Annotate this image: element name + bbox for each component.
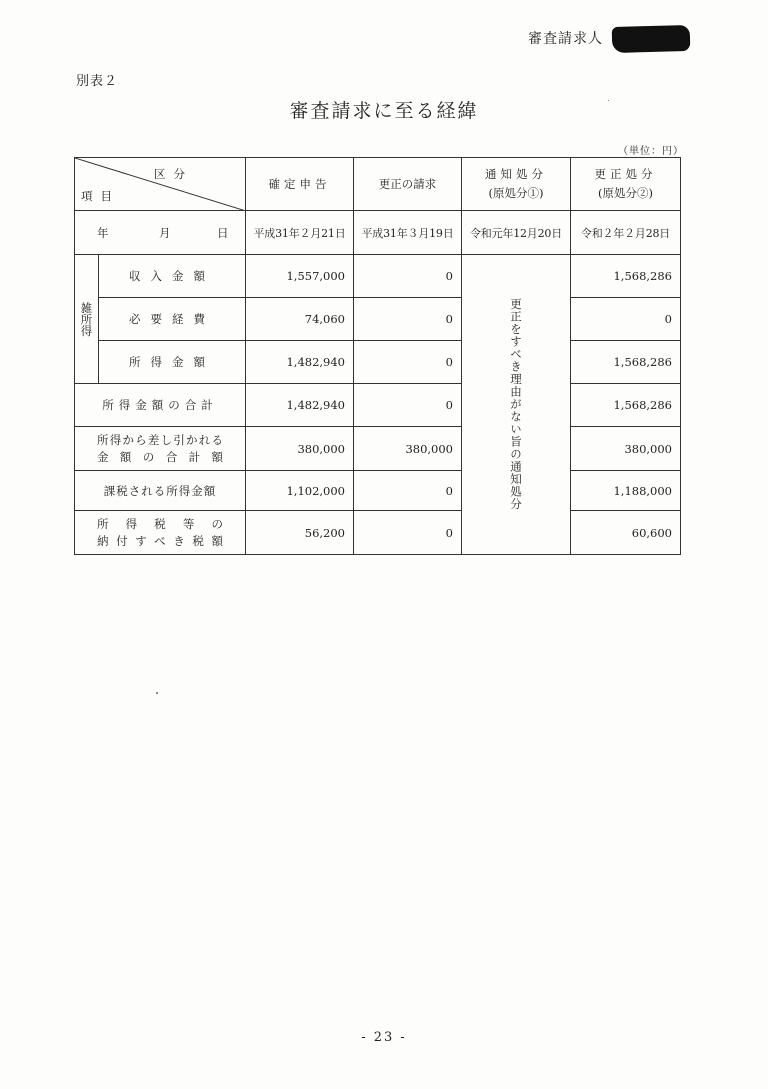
category-label: 区分: [154, 167, 193, 181]
col-header-kousei-shobun: 更正処分 (原処分②): [571, 158, 681, 211]
corner-header-cell: [75, 158, 246, 211]
row-label: 所得金額の合計: [75, 384, 246, 427]
notice-cell: [462, 255, 571, 555]
date-row: [75, 211, 681, 255]
col-header-tsuchi-shobun: 通知処分 (原処分①): [462, 158, 571, 211]
table-row: 所得税等の 納付すべき税額 56,200 0 60,600: [75, 511, 681, 555]
table-row: 雑所得 収入金額 1,557,000 0 更正をすべき理由がない旨の通知処分 1,568,286: [75, 255, 681, 298]
col-header-kakutei: 確定申告: [246, 158, 354, 211]
header-row: [75, 158, 681, 211]
table-label: 別表２: [76, 74, 119, 89]
page-number: - 23 -: [361, 1030, 407, 1045]
table-row: 所得金額 1,482,940 0 1,568,286: [75, 341, 681, 384]
table-row: 所得から差し引かれる 金額の合計額 380,000 380,000 380,000: [75, 427, 681, 471]
date-kakutei: 平成31年２月21日: [246, 211, 354, 255]
group-label: 雑所得: [79, 301, 94, 337]
row-label: 所得税等の 納付すべき税額: [75, 511, 246, 555]
row-label: 所得金額: [99, 341, 246, 384]
requester-label: 審査請求人: [528, 31, 603, 47]
group-label-cell: [75, 255, 99, 384]
document-title: 審査請求に至る経緯: [289, 100, 479, 122]
history-table: [74, 157, 681, 555]
table-row: 所得金額の合計 1,482,940 0 1,568,286: [75, 384, 681, 427]
date-kousei-shobun: 令和２年２月28日: [571, 211, 681, 255]
row-label: 収入金額: [99, 255, 246, 298]
col-header-kousei-seikyu: 更正の請求: [354, 158, 462, 211]
row-label: 必要経費: [99, 298, 246, 341]
notice-text: 更正をすべき理由がない旨の通知処分: [509, 298, 523, 511]
item-label: 項目: [81, 189, 120, 203]
unit-note: （単位：円）: [618, 146, 684, 157]
scan-speck: [156, 692, 158, 694]
row-label: 所得から差し引かれる 金額の合計額: [75, 427, 246, 471]
scan-speck: [608, 100, 609, 101]
table-row: 必要経費 74,060 0 0: [75, 298, 681, 341]
table-row: 課税される所得金額 1,102,000 0 1,188,000: [75, 471, 681, 511]
row-label: 課税される所得金額: [75, 471, 246, 511]
date-label-cell: 年 月 日: [75, 211, 246, 255]
date-kousei-seikyu: 平成31年３月19日: [354, 211, 462, 255]
date-tsuchi-shobun: 令和元年12月20日: [462, 211, 571, 255]
redaction-mark: [612, 25, 691, 53]
